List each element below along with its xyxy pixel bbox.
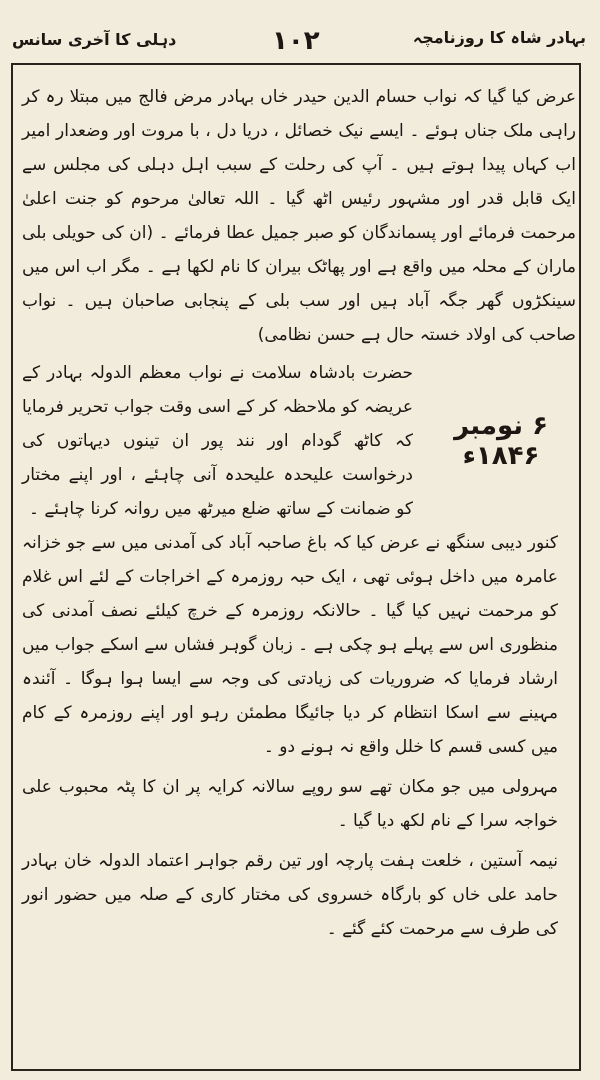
page-header xyxy=(0,0,600,60)
entry-text: حضرت بادشاہ سلامت نے نواب معظم الدولہ بہادر کے عریضہ کو ملاحظہ کر کے اسی وقت جواب تحریر فرمایا کہ کاٹھ گودام اور نند پور ان تینوں دیہاتوں کی درخواست علیحدہ علیحدہ آنی چاہئے ، اور اپنے مختار کو ضمانت کے ساتھ ضلع میرٹھ میں روانہ کرنا چاہئے ۔ xyxy=(22,363,413,519)
paragraph-mehrauli-houses: مہرولی میں جو مکان تھے سو روپے سالانہ کرایہ پر ان کا پٹہ محبوب علی خواجہ سرا کے نام لکھ دیا گیا ۔ xyxy=(22,777,558,831)
running-head-book-title: بہادر شاہ کا روزنامچہ xyxy=(412,28,586,47)
dated-entry xyxy=(22,356,576,526)
entry-date: ۶ نومبر ۱۸۴۶ء xyxy=(454,411,548,471)
paragraph-khilat-award: نیمہ آستین ، خلعت ہفت پارچہ اور تین رقم جواہر اعتماد الدولہ خان بہادر حامد علی خاں کو بارگاہ خسروی کی مختار کاری کے صلہ میں حضور انور کی طرف سے مرحمت کئے گئے ۔ xyxy=(22,851,558,939)
paragraph-haidar-khan: عرض کیا گیا کہ نواب حسام الدین حیدر خاں بہادر مرض فالج میں مبتلا رہ کر راہی ملک جناں ہوئے ۔ ایسے نیک خصائل ، دریا دل ، با مروت اور وضعدار امیر اب کہاں پیدا ہوتے ہیں ۔ آپ کی رحلت کے سبب اہل دہلی کی مجلس سے ایک قابل قدر اور مشہور رئیس اٹھ گیا ۔ اللہ تعالیٰ مرحوم کو جنت اعلیٰ مرحمت فرمائے اور پسماندگان کو صبر جمیل عطا فرمائے ۔ (ان کی حویلی بلی ماران کے محلہ میں واقع ہے اور پھاٹک بیران کا نام لکھا ہے ۔ مگر اب اس میں سینکڑوں گھر جگہ آباد ہیں اور سب بلی کے پنجابی صاحبان ہیں ۔ نواب صاحب کی اولاد خستہ حال ہے حسن نظامی) xyxy=(22,87,576,345)
paragraph-kunwar-debi-singh: کنور دیبی سنگھ نے عرض کیا کہ باغ صاحبہ آباد کی آمدنی میں سے جو خزانہ عامرہ میں داخل ہوئی تھی ، ایک حبہ روزمرہ کے اخراجات کے لئے اس غلام کو مرحمت نہیں کیا گیا ۔ حالانکہ روزمرہ کے خرچ کیلئے نصف آمدنی کی منظوری اس سے پہلے ہو چکی ہے ۔ زبان گوہر فشاں سے اسکے جواب میں ارشاد فرمایا کہ ضروریات کی زیادتی کی وجہ سے ایسا ہوا ہوگا ۔ آئندہ مہینے سے اسکا انتظام کر دیا جائیگا مطمئن رہو اور اپنے روزمرہ کے کام میں کسی قسم کا خلل واقع نہ ہونے دو ۔ xyxy=(22,533,558,757)
page-number: ۱۰۲ xyxy=(272,26,320,56)
running-head-series-title: دہلی کا آخری سانس xyxy=(12,30,177,49)
page-body xyxy=(22,80,576,946)
